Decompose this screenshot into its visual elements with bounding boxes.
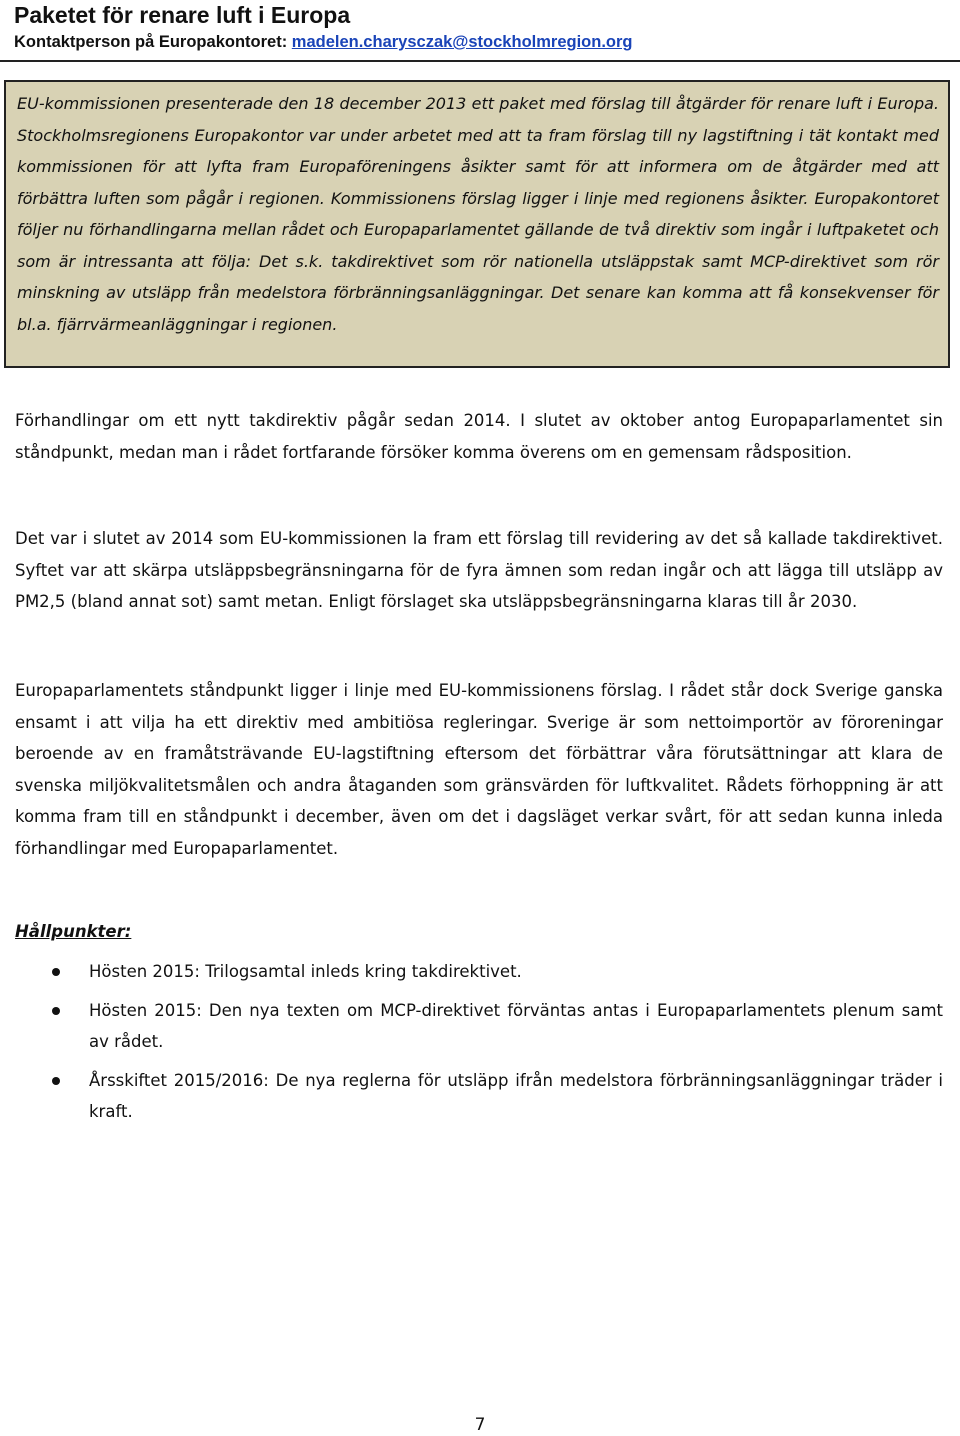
page-number: 7 [474,1415,486,1435]
summary-box [4,80,950,368]
milestones-list [52,956,943,1135]
list-item [52,956,943,988]
milestone-text: Hösten 2015: Trilogsamtal inleds kring takdirektivet. [89,962,522,981]
paragraph-ceiling-directive: Det var i slutet av 2014 som EU-kommissionen la fram ett förslag till revidering av det så kallade takdirektivet. Syftet var att skärpa utsläppsbegränsningarna för de fyra ämnen som redan ingår och att lägga till utsläpp av PM2,5 (bland annat sot) samt metan. Enligt förslaget ska utsläppsbegränsningarna klaras till år 2030. [15,529,943,611]
paragraph-parliament-position: Europaparlamentets ståndpunkt ligger i linje med EU-kommissionens förslag. I rådet står dock Sverige ganska ensamt i att vilja ha ett direktiv med ambitiösa regleringar. Sverige är som nettoimportör av föroreningar beroende av en framåtsträvande EU-lagstiftning eftersom det förbättrar våra förutsättningar att klara de svenska miljökvalitetsmålen och andra åtaganden som gränsvärden för luftkvalitet. Rådets förhoppning är att komma fram till en ståndpunkt i december, även om det i dagsläget verkar svårt, för att sedan kunna inleda förhandlingar med Europaparlamentet. [15,681,943,858]
summary-text: EU-kommissionen presenterade den 18 december 2013 ett paket med förslag till åtgärder för renare luft i Europa. Stockholmsregionens Europakontor var under arbetet med att ta fram förslag till ny lagstiftning i tät kontakt med kommissionen för att lyfta fram Europaföreningens åsikter samt för att informera om de åtgärder med att förbättra luften som pågår i regionen. Kommissionens förslag ligger i linje med regionens åsikter. Europakontoret följer nu förhandlingarna mellan rådet och Europaparlamentet gällande de två direktiv som ingår i luftpaketet och som är intressanta att följa: Det s.k. takdirektivet som rör nationella utsläppstak samt MCP-direktivet som rör minskning av utsläpp från medelstora förbränningsanläggningar. Det senare kan komma att få konsekvenser för bl.a. fjärrvärmeanläggningar i regionen. [17,94,939,334]
contact-email-link[interactable]: madelen.charysczak@stockholmregion.org [291,33,633,51]
bullet-icon [52,1077,60,1085]
paragraph-negotiations: Förhandlingar om ett nytt takdirektiv pågår sedan 2014. I slutet av oktober antog Europaparlamentet sin ståndpunkt, medan man i rådet fortfarande försöker komma överens om en gemensam rådsposition. [15,411,943,462]
milestone-text: Hösten 2015: Den nya texten om MCP-direktivet förväntas antas i Europaparlamentets plenum samt av rådet. [89,1000,943,1051]
contact-label: Kontaktperson på Europakontoret: [14,33,292,51]
page-title: Paketet för renare luft i Europa [14,2,351,28]
contact-line [14,33,632,52]
list-item [52,1065,943,1128]
bullet-icon [52,968,60,976]
milestone-text: Årsskiftet 2015/2016: De nya reglerna för utsläpp ifrån medelstora förbränningsanläggningar träder i kraft. [89,1070,943,1121]
header-divider [0,60,960,62]
milestones-heading: Hållpunkter: [15,922,132,941]
list-item [52,995,943,1058]
bullet-icon [52,1007,60,1015]
